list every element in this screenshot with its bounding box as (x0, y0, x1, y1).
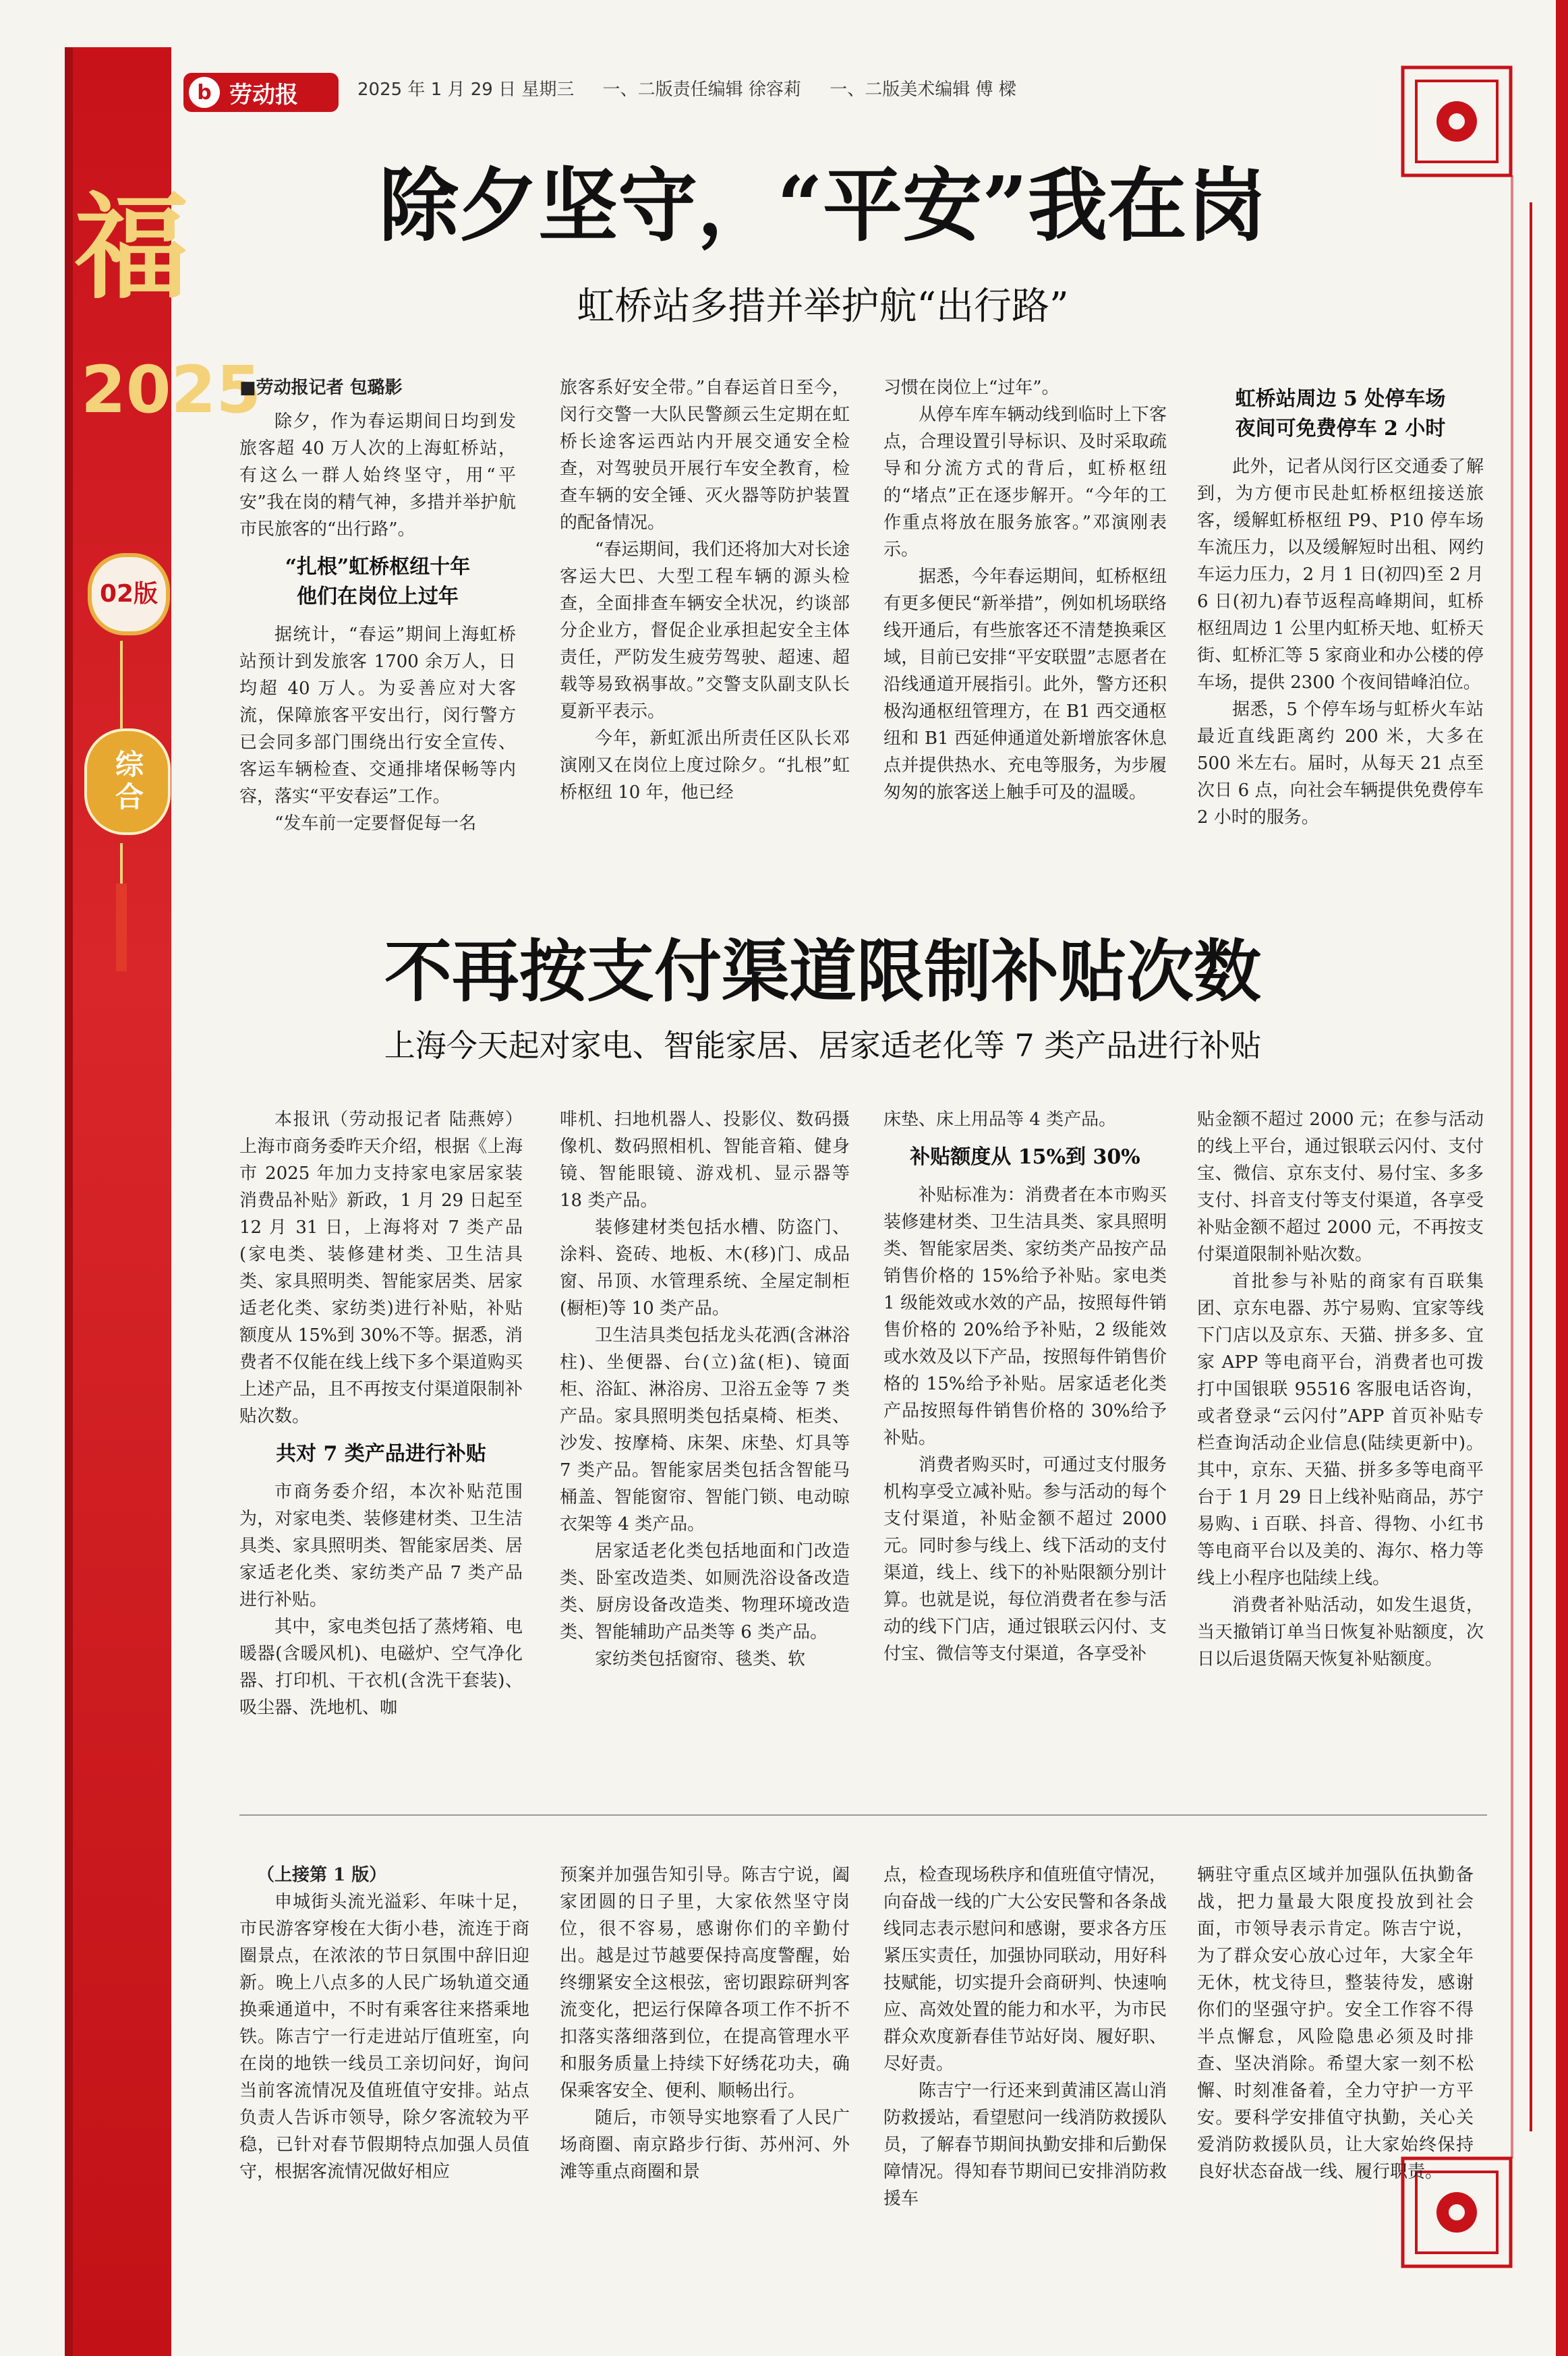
art-editor-credit: 一、二版美术编辑 傅 樑 (830, 80, 1016, 100)
paragraph: 床垫、床上用品等 4 类产品。 (883, 1110, 1117, 1130)
paragraph: 消费者补贴活动，如发生退货，当天撤销订单当日恢复补贴额度，次日以后退货隔天恢复补贴额度。 (1197, 1595, 1484, 1669)
paragraph: 今年，新虹派出所责任区队长邓演刚又在岗位上度过除夕。“扎根”虹桥枢纽 10 年，他已经 (560, 728, 850, 803)
paragraph: 家纺类包括窗帘、毯类、软 (595, 1649, 806, 1669)
header-info (357, 76, 1039, 100)
paragraph: 此外，记者从闵行区交通委了解到，为方便市民赴虹桥枢纽接送旅客，缓解虹桥枢纽 P9、P10 停车场车流压力，以及缓解短时出租、网约车运力压力，2 月 1 日(初四)至 2 月 6 日(初九)春节返程高峰期间，虹桥枢纽周边 1 公里内虹桥天地、虹桥天街、虹桥汇等 5 家商业和办公楼的停车场，提供 2300 个夜间错峰泊位。 (1197, 457, 1484, 693)
paragraph: 从停车库车辆动线到临时上下客点，合理设置引导标识、及时采取疏导和分流方式的背后，虹桥枢纽的“堵点”正在逐步解开。“今年的工作重点将放在服务旅客。”邓演刚表示。 (883, 405, 1167, 560)
article1-byline: ■劳动报记者 包璐影 (239, 378, 403, 398)
paragraph: 辆驻守重点区域并加强队伍执勤备战，把力量最大限度投放到社会面，市领导表示肯定。陈吉宁说，为了群众安心放心过年，大家全年无休，枕戈待旦，整装待发，感谢你们的坚强守护。安全工作容不得半点懈怠，风险隐患必须及时排查、坚决消除。希望大家一刻不松懈、时刻准备着，全力守护一方平安。要科学安排值守执勤，关心关爱消防救援队员，让大家始终保持良好状态奋战一线、履行职责。 (1197, 1865, 1474, 2182)
newspaper-logo (183, 73, 339, 112)
logo-icon: b (189, 77, 220, 108)
article1-subheadline: 虹桥站多措并举护航“出行路” (577, 285, 1069, 328)
paragraph: 卫生洁具类包括龙头花洒(含淋浴柱)、坐便器、台(立)盆(柜)、镜面柜、浴缸、淋浴房、卫浴五金等 7 类产品。家具照明类包括桌椅、柜类、沙发、按摩椅、床架、床垫、灯具等 7 类产品。智能家居类包括含智能马桶盖、智能窗帘、智能门锁、电动晾衣架等 4 类产品。 (560, 1325, 850, 1534)
paragraph: “发车前一定要督促每一名 (274, 813, 477, 834)
paragraph: 预案并加强告知引导。陈吉宁说，阖家团圆的日子里，大家依然坚守岗位，很不容易，感谢你们的辛勤付出。越是过节越要保持高度警醒，始终绷紧安全这根弦，密切跟踪研判客流变化，把运行保障各项工作不折不扣落实落细落到位，在提高管理水平和服务质量上持续下好绣花功夫，确保乘客安全、便利、顺畅出行。 (560, 1865, 850, 2101)
paragraph: 据悉，今年春运期间，虹桥枢纽有更多便民“新举措”，例如机场联络线开通后，有些旅客还不清楚换乘区域，目前已安排“平安联盟”志愿者在沿线通道开展指引。此外，警方还积极沟通枢纽管理方，在 B1 西交通枢纽和 B1 西延伸通道处新增旅客休息点并提供热水、充电等服务，为步履匆匆的旅客送上触手可及的温暖。 (883, 567, 1167, 803)
paragraph: 旅客系好安全带。”自春运首日至今，闵行交警一大队民警颜云生定期在虹桥长途客运西站内开展交通安全检查，对驾驶员开展行车安全教育，检查车辆的安全锤、灭火器等防护装置的配备情况。 (560, 378, 850, 533)
article3-column-1 (239, 1862, 529, 2185)
paragraph: 补贴标准为：消费者在本市购买装修建材类、卫生洁具类、家具照明类、智能家居类、家纺类产品按产品销售价格的 15%给予补贴。家电类 1 级能效或水效的产品，按照每件销售价格的 20%给予补贴，2 级能效或水效及以下产品，按照每件销售价格的 15%给予补贴。居家适老化类产品按照每件销售价格的 30%给予补贴。 (883, 1185, 1167, 1448)
article2-headline: 不再按支付渠道限制补贴次数 (384, 931, 1261, 1011)
article2-column-1 (239, 1106, 523, 1721)
right-red-border (1556, 0, 1568, 2356)
article1-column-2 (560, 374, 850, 806)
paragraph: 贴金额不超过 2000 元；在参与活动的线上平台，通过银联云闪付、支付宝、微信、京东支付、易付宝、多多支付、抖音支付等支付渠道，各享受补贴金额不超过 2000 元，不再按支付渠道限制补贴次数。 (1197, 1110, 1484, 1265)
article2-column-4 (1197, 1106, 1484, 1673)
paragraph: 据统计，“春运”期间上海虹桥站预计到发旅客 1700 余万人，日均超 40 万人。为妥善应对大客流，保障旅客平安出行，闵行警方已会同多部门围绕出行安全宣传、客运车辆检查、交通排堵保畅等内容，落实“平安春运”工作。 (239, 625, 516, 807)
logo-text: 劳动报 (229, 81, 298, 109)
tassel-icon (101, 641, 142, 735)
article2-subheadline: 上海今天起对家电、智能家居、居家适老化等 7 类产品进行补贴 (384, 1027, 1262, 1064)
paragraph: 其中，家电类包括了蒸烤箱、电暖器(含暖风机)、电磁炉、空气净化器、打印机、干衣机(含洗干套装)、吸尘器、洗地机、咖 (239, 1617, 523, 1718)
paragraph: 申城街头流光溢彩、年味十足，市民游客穿梭在大街小巷，流连于商圈景点，在浓浓的节日氛围中辞旧迎新。晚上八点多的人民广场轨道交通换乘通道中，不时有乘客往来搭乘地铁。陈吉宁一行走进站厅值班室，向在岗的地铁一线员工亲切问好，询问当前客流情况及值班值守安排。站点负责人告诉市领导，除夕客流较为平稳，已针对春节假期特点加强人员值守，根据客流情况做好相应 (239, 1892, 529, 2182)
article1-column-1 (239, 374, 516, 837)
paragraph: 陈吉宁一行还来到黄浦区嵩山消防救援站，看望慰问一线消防救援队员，了解春节期间执勤安排和后勤保障情况。得知春节期间已安排消防救援车 (883, 2081, 1167, 2209)
paragraph: 啡机、扫地机器人、投影仪、数码摄像机、数码照相机、智能音箱、健身镜、智能眼镜、游戏机、显示器等 18 类产品。 (560, 1110, 850, 1211)
continued-note: （上接第 1 版） (257, 1865, 387, 1885)
article3-column-2 (560, 1862, 850, 2185)
fu-character-decoration: 福 (74, 180, 190, 315)
paragraph: 市商务委介绍，本次补贴范围为，对家电类、装修建材类、卫生洁具类、家具照明类、智能家居类、居家适老化类、家纺类产品 7 类产品进行补贴。 (239, 1482, 523, 1610)
paragraph: 随后，市领导实地察看了人民广场商圈、南京路步行街、苏州河、外滩等重点商圈和景 (560, 2108, 850, 2182)
right-frame-line (1530, 202, 1532, 2131)
article2-subhead-1: 共对 7 类产品进行补贴 (276, 1442, 486, 1466)
paragraph: 本报讯（劳动报记者 陆燕婷）上海市商务委昨天介绍，根据《上海市 2025 年加力支持家电家居家装消费品补贴》新政，1 月 29 日起至 12 月 31 日，上海将对 7 类产品(家电类、装修建材类、卫生洁具类、家具照明类、智能家居类、居家适老化类、家纺类)进行补贴，补贴额度从 15%到 30%不等。据悉，消费者不仅能在线上线下多个渠道购买上述产品，且不再按支付渠道限制补贴次数。 (239, 1110, 523, 1427)
paragraph: 装修建材类包括水槽、防盗门、涂料、瓷砖、地板、木(移)门、成品窗、吊顶、水管理系统、全屋定制柜(橱柜)等 10 类产品。 (560, 1217, 850, 1319)
paragraph: “春运期间，我们还将加大对长途客运大巴、大型工程车辆的源头检查，全面排查车辆安全状况，约谈部分企业方，督促企业承担起安全主体责任，严防发生疲劳驾驶、超速、超载等易致祸事故。”交警支队副支队长夏新平表示。 (560, 540, 850, 722)
article3-column-3 (883, 1862, 1167, 2212)
section-divider (239, 1814, 1487, 1816)
page-number-badge: 02版 (88, 553, 170, 635)
paragraph: 消费者购买时，可通过支付服务机构享受立减补贴。参与活动的每个支付渠道，补贴金额不超过 2000 元。同时参与线上、线下活动的支付渠道，线上、线下的补贴限额分别计算。也就是说，每位消费者在参与活动的线下门店，通过银联云闪付、支付宝、微信等支付渠道，各享受补 (883, 1455, 1167, 1664)
tassel-icon (101, 843, 142, 978)
right-frame-line (1511, 175, 1513, 2158)
article1-subhead-1: “扎根”虹桥枢纽十年 他们在岗位上过年 (285, 555, 471, 608)
article1-headline: 除夕坚守，“平安”我在岗 (379, 159, 1267, 252)
paragraph: 除夕，作为春运期间日均到发旅客超 40 万人次的上海虹桥站，有这么一群人始终坚守，用“平安”我在岗的精气神，多措并举护航市民旅客的“出行路”。 (239, 411, 516, 540)
issue-date: 2025 年 1 月 29 日 星期三 (357, 80, 575, 100)
left-border (65, 47, 73, 2356)
article3-column-4 (1197, 1862, 1474, 2185)
paragraph: 习惯在岗位上“过年”。 (883, 378, 1059, 398)
paragraph: 点，检查现场秩序和值班值守情况，向奋战一线的广大公安民警和各条战线同志表示慰问和感谢，要求各方压紧压实责任，加强协同联动，用好科技赋能，切实提升会商研判、快速响应、高效处置的能力和水平，为市民群众欢度新春佳节站好岗、履好职、尽好责。 (883, 1865, 1167, 2074)
article1-subhead-2: 虹桥站周边 5 处停车场 夜间可免费停车 2 小时 (1235, 387, 1446, 440)
paragraph: 居家适老化类包括地面和门改造类、卧室改造类、如厕洗浴设备改造类、厨房设备改造类、物理环境改造类、智能辅助产品类等 6 类产品。 (560, 1541, 850, 1642)
article1-column-3 (883, 374, 1167, 806)
editor-credit: 一、二版责任编辑 徐容莉 (602, 80, 801, 100)
article2-subhead-2: 补贴额度从 15%到 30% (910, 1145, 1140, 1169)
article2-column-2 (560, 1106, 850, 1673)
article2-column-3 (883, 1106, 1167, 1667)
paragraph: 首批参与补贴的商家有百联集团、京东电器、苏宁易购、宜家等线下门店以及京东、天猫、拼多多、宜家 APP 等电商平台，消费者也可拨打中国银联 95516 客服电话咨询，或者登录“云闪付”APP 首页补贴专栏查询活动企业信息(陆续更新中)。其中，京东、天猫、拼多多等电商平台于 1 月 29 日上线补贴商品，苏宁易购、i 百联、抖音、得物、小红书等电商平台以及美的、海尔、格力等线上小程序也陆续上线。 (1197, 1271, 1484, 1588)
paragraph: 据悉，5 个停车场与虹桥火车站最近直线距离约 200 米，大多在 500 米左右。届时，从每天 21 点至次日 6 点，向社会车辆提供免费停车 2 小时的服务。 (1197, 699, 1484, 828)
section-badge: 综合 (84, 728, 171, 835)
year-decoration: 2025 (81, 352, 262, 428)
article1-column-4 (1197, 384, 1484, 831)
